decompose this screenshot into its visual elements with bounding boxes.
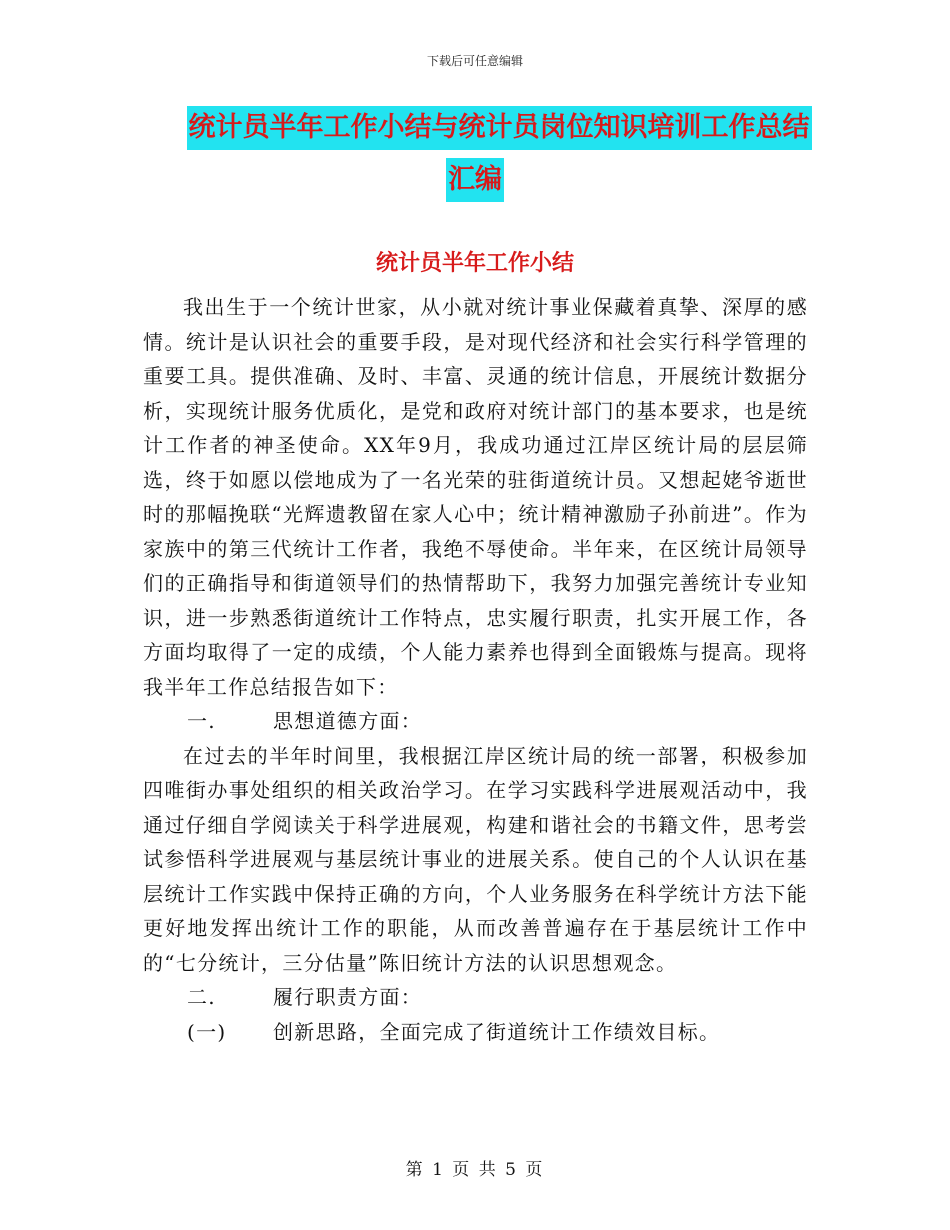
heading-ideology (143, 704, 808, 739)
document-title-line-1: 统计员半年工作小结与统计员岗位知识培训工作总结 (187, 106, 812, 150)
subheading-innovation (143, 1015, 808, 1050)
heading-number: (一) (187, 1019, 227, 1044)
heading-number: 二. (187, 985, 216, 1009)
heading-text: 履行职责方面： (273, 985, 423, 1009)
paragraph-ideology: 在过去的半年时间里，我根据江岸区统计局的统一部署，积极参加四唯街办事处组织的相关政治学习。在学习实践科学进展观活动中，我通过仔细自学阅读关于科学进展观，构建和谐社会的书籍文件，思考尝试参悟科学进展观与基层统计事业的进展关系。使自己的个人认识在基层统计工作实践中保持正确的方向，个人业务服务在科学统计方法下能更好地发挥出统计工作的职能，从而改善普遍存在于基层统计工作中的“七分统计，三分估量”陈旧统计方法的认识思想观念。 (143, 743, 808, 975)
heading-text: 思想道德方面： (273, 709, 423, 733)
page-footer: 第 1 页 共 5 页 (405, 1160, 545, 1180)
header-note: 下载后可任意编辑 (426, 54, 523, 68)
document-title-line-2: 汇编 (446, 158, 504, 202)
heading-number: 一. (187, 709, 216, 733)
document-title (0, 106, 950, 210)
heading-text: 创新思路，全面完成了街道统计工作绩效目标。 (273, 1019, 721, 1044)
heading-duties (143, 980, 808, 1015)
section-title: 统计员半年工作小结 (375, 251, 574, 276)
paragraph-intro: 我出生于一个统计世家，从小就对统计事业保藏着真挚、深厚的感情。统计是认识社会的重要手段，是对现代经济和社会实行科学管理的重要工具。提供准确、及时、丰富、灵通的统计信息，开展统计数据分析，实现统计服务优质化，是党和政府对统计部门的基本要求，也是统计工作者的神圣使命。XX年9月，我成功通过江岸区统计局的层层筛选，终于如愿以偿地成为了一名光荣的驻街道统计员。又想起姥爷逝世时的那幅挽联“光辉遗教留在家人心中；统计精神激励子孙前进”。作为家族中的第三代统计工作者，我绝不辱使命。半年来，在区统计局领导们的正确指导和街道领导们的热情帮助下，我努力加强完善统计专业知识，进一步熟悉街道统计工作特点，忠实履行职责，扎实开展工作，各方面均取得了一定的成绩，个人能力素养也得到全面锻炼与提高。现将我半年工作总结报告如下： (143, 295, 808, 699)
document-body (143, 290, 808, 1049)
